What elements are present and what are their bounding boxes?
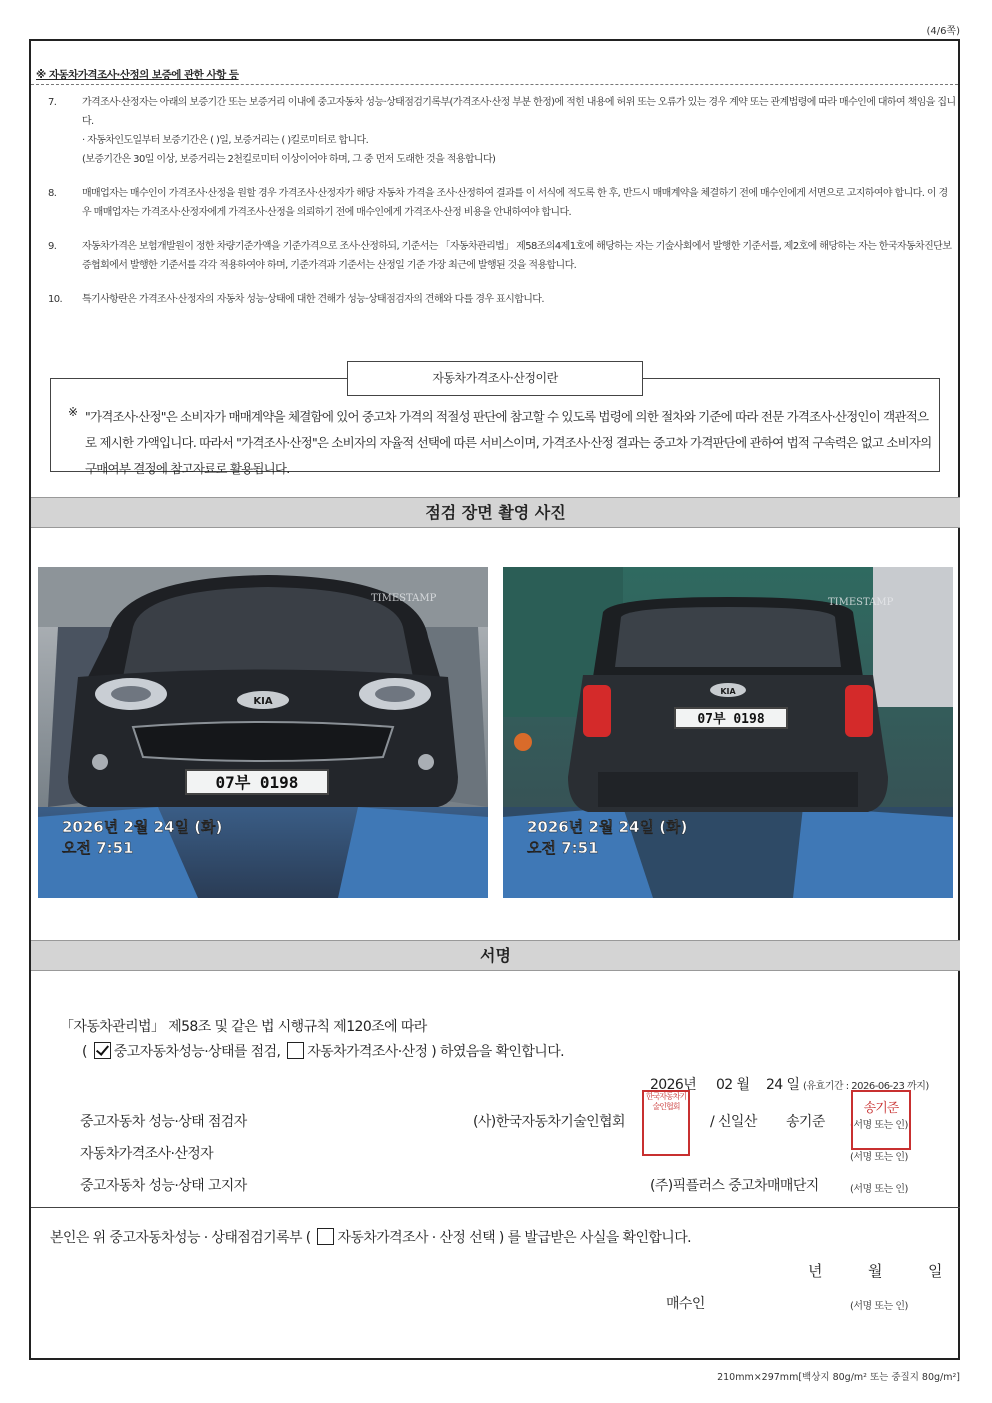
definition-title: 자동차가격조사·산정이란 [347, 361, 643, 396]
inspector-organization: (사)한국자동차기술인협회 [473, 1114, 625, 1130]
inspection-photo-front [38, 567, 488, 898]
buyer-label: 매수인 [666, 1296, 705, 1312]
buyer-day-label: 일 [928, 1262, 942, 1280]
photo-time: 오전 7:51 [62, 839, 134, 857]
buyer-statement: 본인은 위 중고자동차성능 · 상태점검기록부 ( 자동차가격조사 · 산정 선택 ) 를 발급받은 사실을 확인합니다. [50, 1230, 692, 1246]
kia-badge: KIA [253, 696, 273, 707]
sign-day: 24 일 [766, 1077, 800, 1093]
front-car-illustration [38, 567, 488, 898]
price-appraisal-selection-checkbox[interactable] [317, 1228, 334, 1245]
timestamp-watermark: TIMESTAMP [828, 597, 894, 608]
paper-spec: 210mm×297mm[백상지 80g/m² 또는 중질지 80g/m²] [717, 1372, 960, 1383]
photo-date: 2026년 2월 24일 (화) [527, 818, 688, 836]
inspector-label: 중고자동차 성능·상태 점검자 [80, 1114, 247, 1130]
performance-check-label: 중고자동차성능·상태를 점검, [113, 1044, 281, 1060]
divider [31, 1207, 960, 1208]
sign-year: 2026년 [650, 1077, 697, 1093]
appraiser-label: 자동차가격조사·산정자 [80, 1146, 214, 1162]
note-text: (보증기간은 30일 이상, 보증거리는 2천킬로미터 이상이어야 하며, 그 중 먼저 도래한 것을 적용합니다) [82, 154, 496, 165]
note-number: 10. [48, 294, 63, 305]
validity-period: (유효기간 : 2026-06-23 까지) [803, 1081, 929, 1092]
personal-seal: 송기준 [851, 1090, 911, 1150]
reference-mark: ※ [68, 405, 79, 419]
buyer-year-label: 년 [808, 1262, 822, 1280]
signature-section-title: 서명 [31, 940, 960, 971]
page-number: (4/6쪽) [926, 26, 960, 37]
photo-date: 2026년 2월 24일 (화) [62, 818, 223, 836]
notes-title: ※ 자동차가격조사·산정의 보증에 관한 사항 등 [36, 69, 239, 81]
organization-seal: 한국자동차기술인협회 [642, 1090, 690, 1156]
divider [31, 84, 958, 85]
note-number: 9. [48, 241, 57, 252]
sign-or-seal-note: (서명 또는 인) [850, 1184, 908, 1195]
photos-section-title: 점검 장면 촬영 사진 [31, 497, 960, 528]
note-text: 자동차가격은 보험개발원이 정한 차량기준가액을 기준가격으로 조사·산정하되, 기준서는 「자동차관리법」 제58조의4제1호에 해당하는 자는 기술사회에서 발행한 기준서를, 제2호에 해당하는 자는 한국자동차진단보증협회에서 발행한 기준서를 각각 적용하여야 하며, 기준가격과 기준서는 산정일 기준 가장 최근에 발행된 것을 적용합니다. [82, 241, 952, 271]
inspection-photo-rear [503, 567, 953, 898]
note-number: 8. [48, 188, 57, 199]
price-appraisal-checkbox[interactable] [287, 1042, 304, 1059]
note-text: 매매업자는 매수인이 가격조사·산정을 원할 경우 가격조사·산정자가 해당 자동차 가격을 조사·산정하여 결과를 이 서식에 적도록 한 후, 반드시 매매계약을 체결하기 전에 매수인에게 서면으로 고지하여야 합니다. 이 경우 매매업자는 가격조사·산정자에게 가격조사·산정을 의뢰하기 전에 매수인에게 가격조사·산정 비용을 안내하여야 합니다. [82, 188, 948, 218]
note-number: 7. [48, 97, 57, 108]
license-plate: 07부 0198 [215, 773, 299, 792]
note-text: 가격조사·산정자는 아래의 보증기간 또는 보증거리 이내에 중고자동차 성능·상태점검기록부(가격조사·산정 부분 한정)에 적힌 내용에 허위 또는 오류가 있는 경우 계약 또는 관계법령에 따라 매수인에 대하여 책임을 집니다. [82, 97, 956, 127]
license-plate: 07부 0198 [697, 712, 765, 727]
kia-badge: KIA [720, 687, 736, 696]
inspector-branch: / 신일산 [710, 1114, 757, 1130]
note-text: 특기사항란은 가격조사·산정자의 자동차 성능·상태에 대한 견해가 성능·상태점검자의 견해와 다를 경우 표시합니다. [82, 294, 544, 305]
confirmation-line [82, 1041, 564, 1061]
photo-time: 오전 7:51 [527, 839, 599, 857]
law-reference: 「자동차관리법」 제58조 및 같은 법 시행규칙 제120조에 따라 [60, 1019, 427, 1035]
definition-text: "가격조사·산정"은 소비자가 매매계약을 체결함에 있어 중고차 가격의 적절성 판단에 참고할 수 있도록 법령에 의한 절차와 기준에 따라 전문 가격조사·산정인이 객관적으로 제시한 가액입니다. 따라서 "가격조사·산정"은 소비자의 자율적 선택에 따른 서비스이며, 가격조사·산정 결과는 중고차 가격판단에 관하여 법적 구속력은 없고 소비자의 구매여부 결정에 참고자료로 활용됩니다. [85, 409, 932, 476]
price-appraisal-label: 자동차가격조사·산정 ) 하였음을 확인합니다. [307, 1044, 564, 1060]
sign-or-seal-note: (서명 또는 인) [850, 1120, 908, 1131]
sign-month: 02 월 [716, 1077, 750, 1093]
buyer-month-label: 월 [868, 1262, 882, 1280]
buyer-sign-note: (서명 또는 인) [850, 1301, 908, 1312]
timestamp-watermark: TIMESTAMP [371, 593, 437, 604]
note-text: · 자동차인도일부터 보증기간은 ( )일, 보증거리는 ( )킬로미터로 합니다. [82, 135, 369, 146]
inspector-name: 송기준 [786, 1114, 825, 1130]
paren-open: ( [82, 1044, 87, 1060]
sign-or-seal-note: (서명 또는 인) [850, 1152, 908, 1163]
performance-check-checkbox[interactable] [94, 1042, 111, 1059]
notifier-label: 중고자동차 성능·상태 고지자 [80, 1178, 247, 1194]
rear-car-illustration [503, 567, 953, 898]
notifier-organization: (주)픽플러스 중고차매매단지 [650, 1178, 819, 1194]
